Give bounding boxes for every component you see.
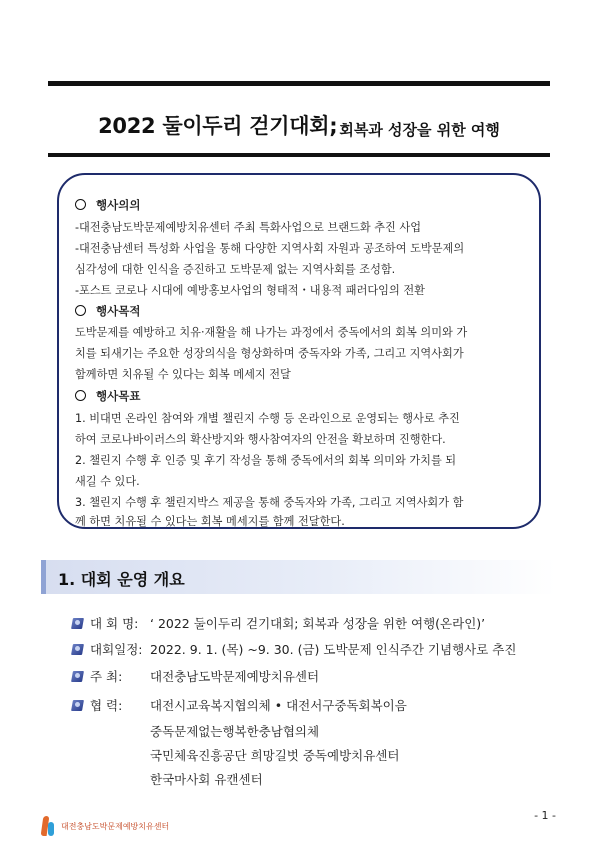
title-main: 2022 둘이두리 걷기대회; — [98, 114, 338, 138]
summary-line: 도박문제를 예방하고 치유·재활을 해 나가는 과정에서 중독에서의 회복 의미와 가 — [75, 326, 468, 339]
square-bullet-icon — [72, 643, 85, 655]
summary-line: 3. 챌린지 수행 후 챌린지박스 제공을 통해 중독자와 가족, 그리고 지역사회가 함 — [75, 496, 464, 509]
section-header — [41, 560, 556, 594]
title-sub: 회복과 성장을 위한 여행 — [339, 121, 500, 139]
overview-coop-continuation: 국민체육진흥공단 희망길벗 중독예방치유센터 — [150, 748, 400, 763]
overview-label: 주 최: — [90, 669, 123, 684]
org-logo — [42, 816, 169, 836]
summary-line: 심각성에 대한 인식을 증진하고 도박문제 없는 지역사회를 조성함. — [75, 263, 396, 276]
section-title: 1. 대회 운영 개요 — [58, 570, 185, 589]
overview-coop-continuation: 한국마사회 유캔센터 — [150, 772, 263, 787]
circle-bullet-icon — [75, 305, 86, 316]
square-bullet-icon — [72, 699, 85, 711]
overview-value: 2022. 9. 1. (목) ~9. 30. (금) 도박문제 인식주간 기념행사로 추진 — [150, 642, 517, 657]
org-name: 대전충남도박문제예방치유센터 — [61, 821, 170, 831]
summary-heading-significance: 행사의의 — [75, 197, 140, 213]
summary-line: -대전충남도박문제예방치유센터 주최 특화사업으로 브랜드화 추진 사업 — [75, 221, 422, 234]
logo-mark-icon — [42, 816, 56, 836]
circle-bullet-icon — [75, 199, 86, 210]
overview-date-row — [72, 640, 516, 658]
overview-host-row — [72, 667, 319, 685]
summary-line: -포스트 코로나 시대에 예방홍보사업의 형태적・내용적 패러다임의 전환 — [75, 284, 425, 297]
summary-line: -대전충남센터 특성화 사업을 통해 다양한 지역사회 자원과 공조하여 도박문제의 — [75, 242, 465, 255]
summary-line: 새길 수 있다. — [75, 475, 140, 488]
summary-line: 2. 챌린지 수행 후 인증 및 후기 작성을 통해 중독에서의 회복 의미와 가치를 되 — [75, 454, 457, 467]
square-bullet-icon — [72, 617, 85, 629]
overview-value: 대전충남도박문제예방치유센터 — [150, 669, 320, 684]
summary-heading-goals: 행사목표 — [75, 388, 140, 404]
summary-heading-purpose: 행사목적 — [75, 303, 140, 319]
title-rule-top — [48, 81, 550, 86]
overview-label: 대 회 명: — [90, 616, 139, 631]
summary-line: 함께하면 치유될 수 있다는 회복 메세지 전달 — [75, 368, 291, 381]
overview-label: 협 력: — [90, 698, 123, 713]
summary-line: 치를 되새기는 주요한 성장의식을 형상화하며 중독자와 가족, 그리고 지역사회가 — [75, 347, 464, 360]
overview-label: 대회일정: — [90, 642, 143, 657]
page-title — [48, 100, 550, 140]
overview-name-row — [72, 614, 485, 632]
summary-box — [57, 173, 541, 529]
summary-line: 께 하면 치유될 수 있다는 회복 메세지를 함께 전달한다. — [75, 515, 345, 528]
summary-line: 하여 코로나바이러스의 확산방지와 행사참여자의 안전을 확보하며 진행한다. — [75, 433, 446, 446]
overview-coop-row — [72, 696, 407, 714]
page-number: - 1 - — [534, 809, 556, 822]
overview-value: 대전시교육복지협의체 • 대전서구중독회복이음 — [150, 698, 407, 713]
title-rule-bottom — [48, 153, 550, 157]
summary-line: 1. 비대면 온라인 참여와 개별 챌린지 수행 등 온라인으로 운영되는 행사로 추진 — [75, 412, 460, 425]
overview-coop-continuation: 중독문제없는행복한충남협의체 — [150, 724, 320, 739]
circle-bullet-icon — [75, 390, 86, 401]
square-bullet-icon — [72, 670, 85, 682]
overview-value: ‘ 2022 둘이두리 걷기대회; 회복과 성장을 위한 여행(온라인)’ — [150, 616, 486, 631]
